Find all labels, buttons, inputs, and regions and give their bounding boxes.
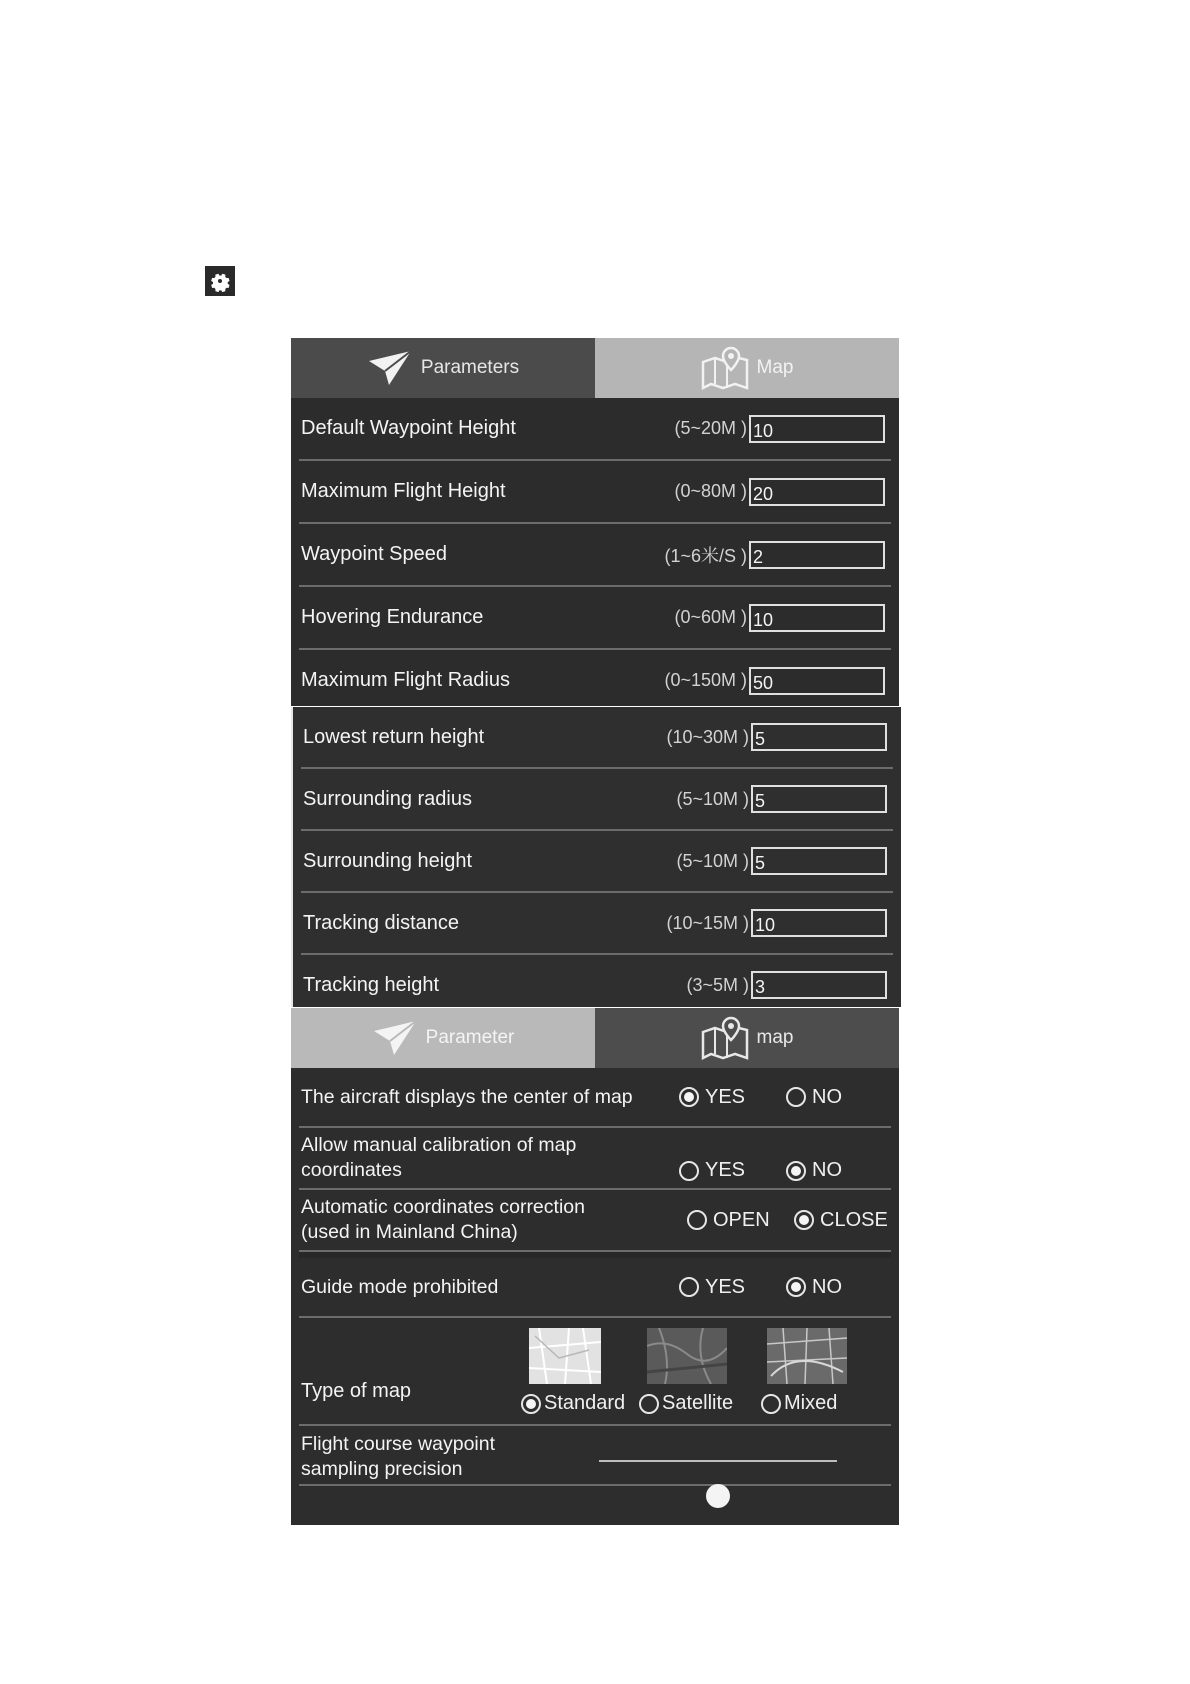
radio-selected[interactable] [794, 1210, 814, 1230]
tab-map-label: map [756, 1027, 794, 1048]
option-b-label: NO [812, 1159, 842, 1181]
precision-label: Flight course waypoint sampling precision [301, 1433, 496, 1480]
param-label: Default Waypoint Height [301, 417, 516, 439]
radio-unselected[interactable] [639, 1394, 659, 1414]
map-option-standard[interactable] [521, 1392, 625, 1415]
param-range: (5~10M ) [676, 788, 749, 809]
tab-map[interactable] [595, 338, 899, 398]
radio-selected[interactable] [679, 1087, 699, 1107]
param-range: (0~150M ) [664, 670, 747, 690]
precision-row [299, 1426, 891, 1486]
tab-map-label: Map [756, 357, 794, 378]
param-range: (1~6米/S ) [664, 545, 747, 566]
settings-gear-icon[interactable] [205, 266, 235, 296]
radio-selected[interactable] [521, 1394, 541, 1414]
standard-map-thumbnail[interactable] [529, 1328, 601, 1384]
tab-parameters-label: Parameters [420, 357, 520, 378]
option-a-label: YES [705, 1085, 746, 1108]
option-group [679, 1276, 889, 1299]
map-type-row [299, 1318, 891, 1426]
radio-unselected[interactable] [761, 1394, 781, 1414]
panel1-tabs [291, 338, 899, 398]
param-input[interactable]: 20 [749, 478, 885, 506]
tab-parameter-label: Parameter [425, 1027, 515, 1048]
param-row [301, 769, 893, 831]
option-row [299, 1190, 891, 1252]
option-no[interactable] [786, 1276, 842, 1299]
paper-plane-icon [367, 349, 413, 387]
param-row [299, 587, 891, 650]
option-no[interactable] [786, 1086, 842, 1109]
option-label: Allow manual calibration of map coordinates [301, 1134, 577, 1181]
option-close[interactable] [794, 1209, 888, 1232]
param-row [301, 831, 893, 893]
param-label: Tracking height [303, 973, 439, 996]
precision-slider-track[interactable] [599, 1460, 837, 1462]
map-type-label: Type of map [301, 1380, 412, 1402]
param-range: (10~30M ) [666, 726, 749, 747]
option-a-label: YES [705, 1159, 746, 1181]
map-choice-label: Satellite [662, 1392, 734, 1414]
param-label: Maximum Flight Height [301, 480, 506, 502]
param-row [301, 955, 893, 1007]
map-pin-icon [701, 346, 749, 390]
param-input[interactable]: 5 [751, 785, 887, 813]
param-label: Lowest return height [303, 725, 485, 748]
radio-unselected[interactable] [786, 1087, 806, 1107]
map-pin-icon [701, 1016, 749, 1060]
option-no[interactable] [786, 1159, 842, 1182]
param-label: Tracking distance [303, 911, 459, 934]
param-label: Hovering Endurance [301, 606, 484, 628]
option-a-label: OPEN [713, 1208, 770, 1231]
param-input[interactable]: 5 [751, 723, 887, 751]
option-a-label: YES [705, 1275, 746, 1298]
option-group [679, 1159, 889, 1182]
option-yes[interactable] [679, 1086, 786, 1109]
option-b-label: NO [812, 1275, 842, 1298]
option-group [679, 1086, 889, 1109]
param-range: (10~15M ) [666, 912, 749, 933]
gear-icon [209, 270, 231, 292]
return-tracking-panel [291, 707, 901, 1007]
map-choice-label: Mixed [784, 1392, 838, 1414]
param-label: Surrounding height [303, 849, 473, 872]
param-row [299, 461, 891, 524]
param-label: Surrounding radius [303, 787, 472, 810]
radio-unselected[interactable] [687, 1210, 707, 1230]
radio-unselected[interactable] [679, 1161, 699, 1181]
radio-unselected[interactable] [679, 1277, 699, 1297]
param-row [299, 650, 891, 706]
param-range: (5~20M ) [674, 418, 747, 438]
map-settings-panel [291, 1008, 899, 1525]
mixed-map-thumbnail[interactable] [767, 1328, 847, 1384]
tab-parameter[interactable] [291, 1008, 595, 1068]
option-b-label: CLOSE [820, 1208, 888, 1231]
param-row [301, 893, 893, 955]
option-label: Guide mode prohibited [301, 1275, 499, 1298]
param-range: (3~5M ) [686, 974, 749, 995]
tab-map[interactable] [595, 1008, 899, 1068]
param-input[interactable]: 10 [749, 604, 885, 632]
option-open[interactable] [687, 1209, 794, 1232]
tab-parameters[interactable] [291, 338, 595, 398]
precision-slider-knob[interactable] [706, 1484, 730, 1508]
option-group [687, 1209, 891, 1232]
radio-selected[interactable] [786, 1161, 806, 1181]
option-row [299, 1128, 891, 1190]
param-row [299, 524, 891, 587]
param-input[interactable]: 10 [751, 909, 887, 937]
option-label: Automatic coordinates correction (used in Mainland China) [301, 1196, 585, 1243]
param-input[interactable]: 50 [749, 667, 885, 695]
satellite-map-thumbnail[interactable] [647, 1328, 727, 1384]
option-yes[interactable] [679, 1159, 786, 1182]
param-input[interactable]: 3 [751, 971, 887, 999]
panel3-tabs [291, 1008, 899, 1068]
parameters-panel [291, 338, 899, 706]
param-range: (0~80M ) [674, 481, 747, 501]
map-choice-label: Standard [544, 1392, 626, 1414]
paper-plane-icon [372, 1019, 418, 1057]
param-label: Waypoint Speed [301, 543, 448, 565]
option-b-label: NO [812, 1085, 842, 1108]
param-row [301, 707, 893, 769]
map-option-mixed[interactable] [761, 1392, 837, 1415]
option-row [299, 1068, 891, 1128]
radio-selected[interactable] [786, 1277, 806, 1297]
param-input[interactable]: 10 [749, 415, 885, 443]
param-row [299, 398, 891, 461]
param-input[interactable]: 5 [751, 847, 887, 875]
param-label: Maximum Flight Radius [301, 669, 510, 691]
param-range: (0~60M ) [674, 607, 747, 627]
option-row [299, 1252, 891, 1318]
map-option-satellite[interactable] [639, 1392, 733, 1415]
option-label: The aircraft displays the center of map [301, 1085, 633, 1108]
option-yes[interactable] [679, 1276, 786, 1299]
param-input[interactable]: 2 [749, 541, 885, 569]
param-range: (5~10M ) [676, 850, 749, 871]
